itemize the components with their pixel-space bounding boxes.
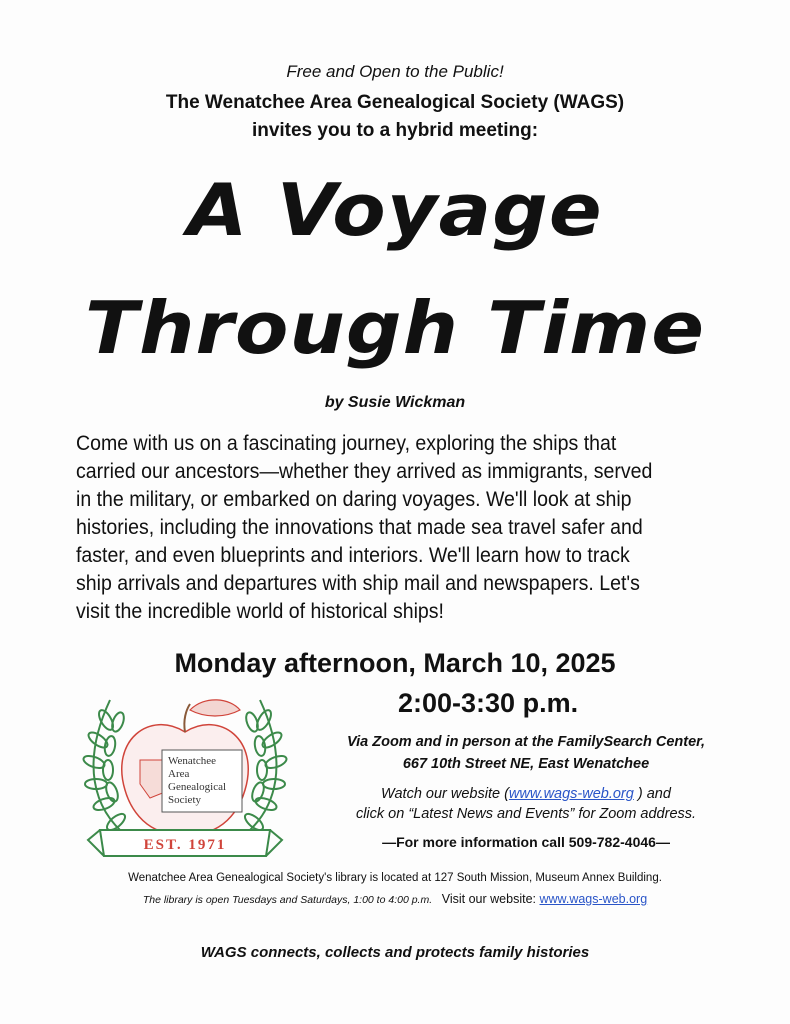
description-line: histories, including the innovations that made sea travel safer and: [76, 516, 643, 539]
venue-line-2: 667 10th Street NE, East Wenatchee: [402, 756, 650, 772]
description-line: carried our ancestors—whether they arrived as immigrants, served: [76, 460, 653, 483]
description-line: in the military, or embarked on daring voyages. We'll look at ship: [76, 488, 632, 511]
event-title-line-2: Through Time: [84, 286, 706, 370]
description-line: visit the incredible world of historical ships!: [76, 600, 444, 623]
website-suffix: ) and: [633, 786, 671, 802]
library-hours: The library is open Tuesdays and Saturdays, 1:00 to 4:00 p.m.: [142, 894, 433, 906]
website-link[interactable]: www.wags-web.org: [508, 786, 634, 802]
website-prefix: Watch our website (: [381, 786, 509, 802]
description-line: ship arrivals and departures with ship mail and newspapers. Let's: [76, 572, 640, 595]
description-line: faster, and even blueprints and interiors. We'll learn how to track: [76, 544, 630, 567]
info-phone: —For more information call 509-782-4046—: [382, 834, 670, 850]
library-location: Wenatchee Area Genealogical Society's library is located at 127 South Mission, Museum Annex Building.: [128, 872, 662, 884]
logo-text-area: Area: [168, 768, 190, 780]
event-date: Monday afternoon, March 10, 2025: [174, 648, 616, 678]
logo-text-wenatchee: Wenatchee: [168, 755, 216, 767]
event-title-line-1: A Voyage: [187, 168, 603, 252]
wags-tagline: WAGS connects, collects and protects family histories: [200, 944, 590, 961]
author: by Susie Wickman: [324, 394, 466, 411]
website-instruction-1: [306, 786, 746, 802]
footer-website-link[interactable]: www.wags-web.org: [539, 892, 648, 906]
venue-line-1: Via Zoom and in person at the FamilySearch Center,: [346, 734, 706, 750]
logo-banner-text: EST. 1971: [143, 837, 227, 853]
logo-text-genealogical: Genealogical: [168, 781, 227, 793]
website-instruction-2: click on “Latest News and Events” for Zoom address.: [355, 806, 697, 822]
wags-logo: [70, 680, 300, 870]
visit-label: Visit our website:: [441, 892, 540, 906]
library-hours-row: [60, 892, 730, 906]
invite-line: invites you to a hybrid meeting:: [251, 120, 539, 141]
host-organization: The Wenatchee Area Genealogical Society (WAGS): [165, 92, 625, 113]
logo-text-society: Society: [168, 794, 201, 806]
event-description: [76, 430, 727, 626]
description-line: Come with us on a fascinating journey, exploring the ships that: [76, 432, 617, 455]
tagline-free-open: Free and Open to the Public!: [286, 62, 504, 81]
event-time: 2:00-3:30 p.m.: [398, 688, 579, 718]
